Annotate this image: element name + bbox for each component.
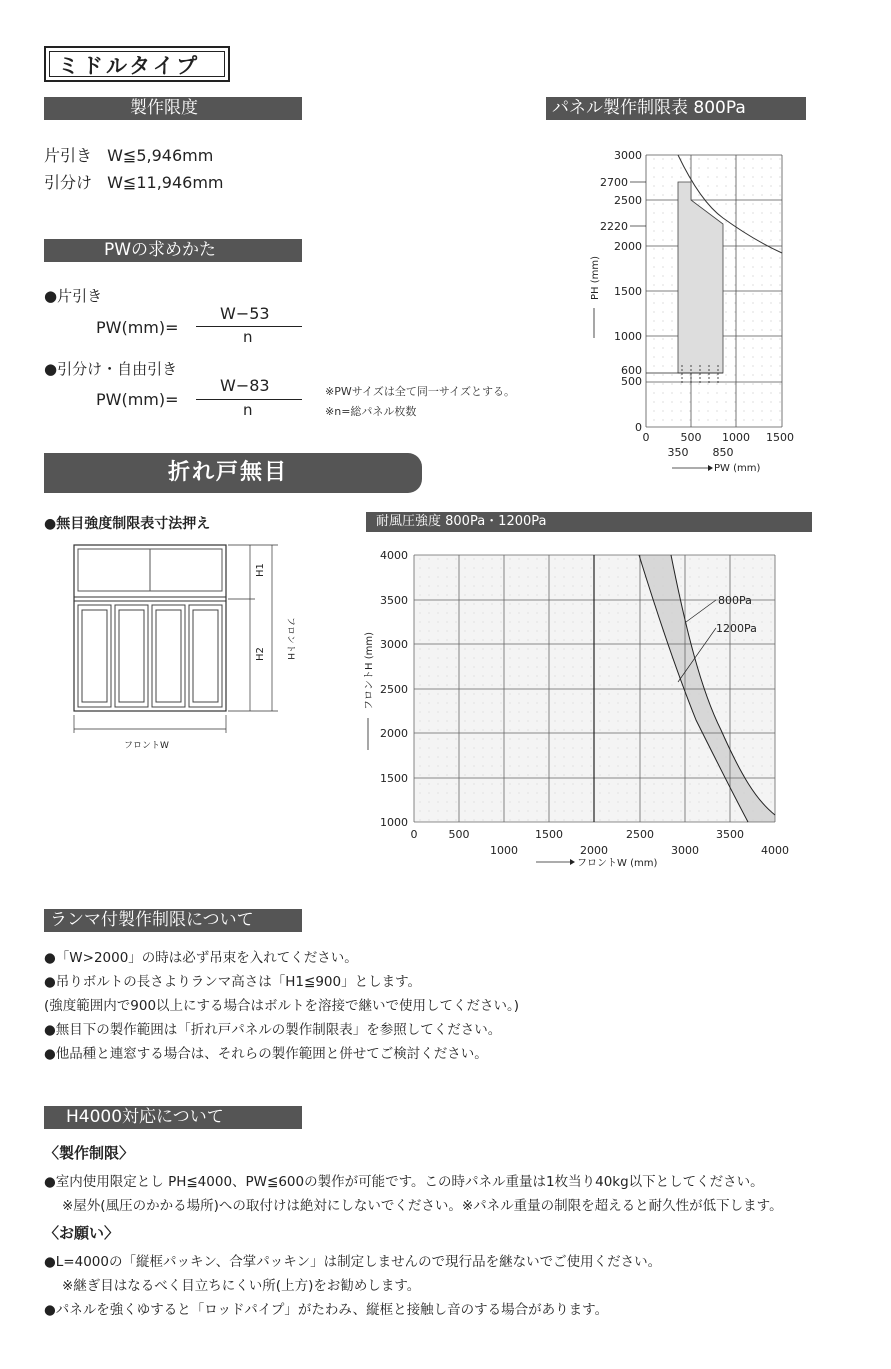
wind-x-tick-0: 0 (410, 828, 418, 841)
pw-item-2: ●引分け・自由引き (44, 360, 178, 378)
pw-formula-1-line (196, 326, 302, 327)
wind-x-tick-3000: 3000 (671, 844, 699, 857)
wind-y-tick-2500: 2500 (380, 683, 408, 696)
panel-x-tick-850: 850 (712, 446, 734, 459)
panel-chart-header: パネル製作制限表 800Pa (546, 97, 806, 120)
dim-front-h: フロントH (285, 617, 295, 660)
h4000-sub-1: 〈製作制限〉 (44, 1144, 135, 1162)
panel-y-tick-600: 600 (621, 364, 642, 377)
pw-formula-2-label: PW(mm)= (96, 390, 179, 409)
pw-formula-2-denominator: n (243, 401, 253, 419)
wind-y-tick-1000: 1000 (380, 816, 408, 829)
panel-x-tick-1000: 1000 (722, 431, 750, 444)
panel-y-tick-2000: 2000 (614, 240, 642, 253)
panel-y-tick-500: 500 (621, 375, 642, 388)
panel-x-arrow-head (708, 465, 713, 471)
ranma-line-3: (強度範囲内で900以上にする場合はボルトを溶接で継いで使用してください。) (44, 998, 520, 1014)
wind-x-tick-1000: 1000 (490, 844, 518, 857)
wind-y-ticks (380, 549, 408, 829)
panel-y-ticks (600, 149, 642, 434)
h4000-line-5: ●パネルを強くゆすると「ロッドパイプ」がたわみ、縦框と接触し音のする場合があります。 (44, 1302, 609, 1318)
panel-y-label: PH (mm) (590, 255, 601, 300)
wind-label-800: 800Pa (718, 594, 752, 607)
dim-front-w: フロントW (124, 741, 169, 751)
ranma-line-1: ●「W>2000」の時は必ず吊束を入れてください。 (44, 950, 358, 966)
h4000-line-2: ※屋外(風圧のかかる場所)への取付けは絶対にしないでください。※パネル重量の制限を超えると耐久性が低下します。 (62, 1198, 783, 1214)
wind-y-tick-2000: 2000 (380, 727, 408, 740)
panel-y-tick-2220: 2220 (600, 220, 628, 233)
wind-x-ticks (411, 828, 790, 857)
limit-line-2-type: 引分け (44, 173, 93, 192)
panel-y-tick-2700: 2700 (600, 176, 628, 189)
wind-label-1200: 1200Pa (716, 622, 757, 635)
wind-x-tick-1500: 1500 (535, 828, 563, 841)
page-title: ミドルタイプ (49, 51, 225, 77)
wind-x-tick-4000: 4000 (761, 844, 789, 857)
h4000-header: H4000対応について (44, 1106, 302, 1129)
wind-x-tick-2500: 2500 (626, 828, 654, 841)
pw-item-1: ●片引き (44, 287, 103, 305)
wind-y-tick-4000: 4000 (380, 549, 408, 562)
panel-x-tick-1500: 1500 (766, 431, 794, 444)
panel-chart (590, 140, 800, 480)
wind-y-tick-1500: 1500 (380, 772, 408, 785)
door-panels (78, 605, 222, 707)
wind-y-tick-3000: 3000 (380, 638, 408, 651)
wind-y-tick-3500: 3500 (380, 594, 408, 607)
panel-x-ticks (643, 431, 795, 459)
pw-note-1: ※PWサイズは全て同一サイズとする。 (325, 385, 515, 398)
panel-y-tick-0: 0 (635, 421, 642, 434)
wind-x-arrow-head (570, 859, 575, 865)
dimension-lines (74, 545, 278, 733)
wind-chart-header: 耐風圧強度 800Pa・1200Pa (366, 512, 812, 532)
panel-y-tick-2500: 2500 (614, 194, 642, 207)
panel-x-tick-350: 350 (667, 446, 689, 459)
limit-line-1 (44, 143, 213, 166)
pw-note-2: ※n=総パネル枚数 (325, 405, 417, 418)
panel-y-tick-1500: 1500 (614, 285, 642, 298)
panel-x-label: PW (mm) (714, 463, 761, 474)
wind-y-label: フロントH (mm) (364, 632, 375, 710)
pw-formula-1-label: PW(mm)= (96, 318, 179, 337)
page-title-box (44, 46, 230, 82)
h4000-line-3: ●L=4000の「縦框パッキン、合掌パッキン」は制定しませんので現行品を継ないでご使用ください。 (44, 1254, 662, 1270)
panel-y-tick-3000: 3000 (614, 149, 642, 162)
ranma-header: ランマ付製作制限について (44, 909, 302, 932)
pw-formula-1-numerator: W−53 (220, 304, 270, 323)
pw-formula-2-line (196, 399, 302, 400)
wind-x-tick-500: 500 (448, 828, 470, 841)
door-diagram (60, 535, 310, 760)
h4000-line-4: ※継ぎ目はなるべく目立ちにくい所(上方)をお勧めします。 (62, 1278, 421, 1294)
dim-h2: H2 (255, 647, 266, 661)
wind-x-tick-2000: 2000 (580, 844, 608, 857)
pw-header: PWの求めかた (44, 239, 302, 262)
h4000-sub-2: 〈お願い〉 (44, 1224, 120, 1242)
limit-line-1-type: 片引き (44, 146, 93, 165)
ranma-line-5: ●他品種と連窓する場合は、それらの製作範囲と併せてご検討ください。 (44, 1046, 488, 1062)
pw-formula-2-numerator: W−83 (220, 376, 270, 395)
ranma-line-4: ●無目下の製作範囲は「折れ戸パネルの製作制限表」を参照してください。 (44, 1022, 502, 1038)
panel-y-tick-1000: 1000 (614, 330, 642, 343)
pw-formula-1-denominator: n (243, 328, 253, 346)
limit-header: 製作限度 (44, 97, 302, 120)
limit-line-2 (44, 170, 224, 193)
dim-h1: H1 (255, 563, 266, 577)
wind-chart (356, 540, 806, 880)
ranma-line-2: ●吊りボルトの長さよりランマ高さは「H1≦900」とします。 (44, 974, 422, 990)
oreto-subtitle: ●無目強度制限表寸法押え (44, 516, 211, 532)
oreto-banner: 折れ戸無目 (44, 453, 422, 493)
wind-x-tick-3500: 3500 (716, 828, 744, 841)
limit-line-1-value: W≦5,946mm (107, 146, 214, 165)
limit-line-2-value: W≦11,946mm (107, 173, 224, 192)
panel-x-tick-500: 500 (680, 431, 702, 444)
panel-x-tick-0: 0 (642, 431, 650, 444)
h4000-line-1: ●室内使用限定とし PH≦4000、PW≦600の製作が可能です。この時パネル重量は1枚当り40kg以下としてください。 (44, 1174, 764, 1190)
wind-x-label: フロントW (mm) (577, 858, 658, 869)
